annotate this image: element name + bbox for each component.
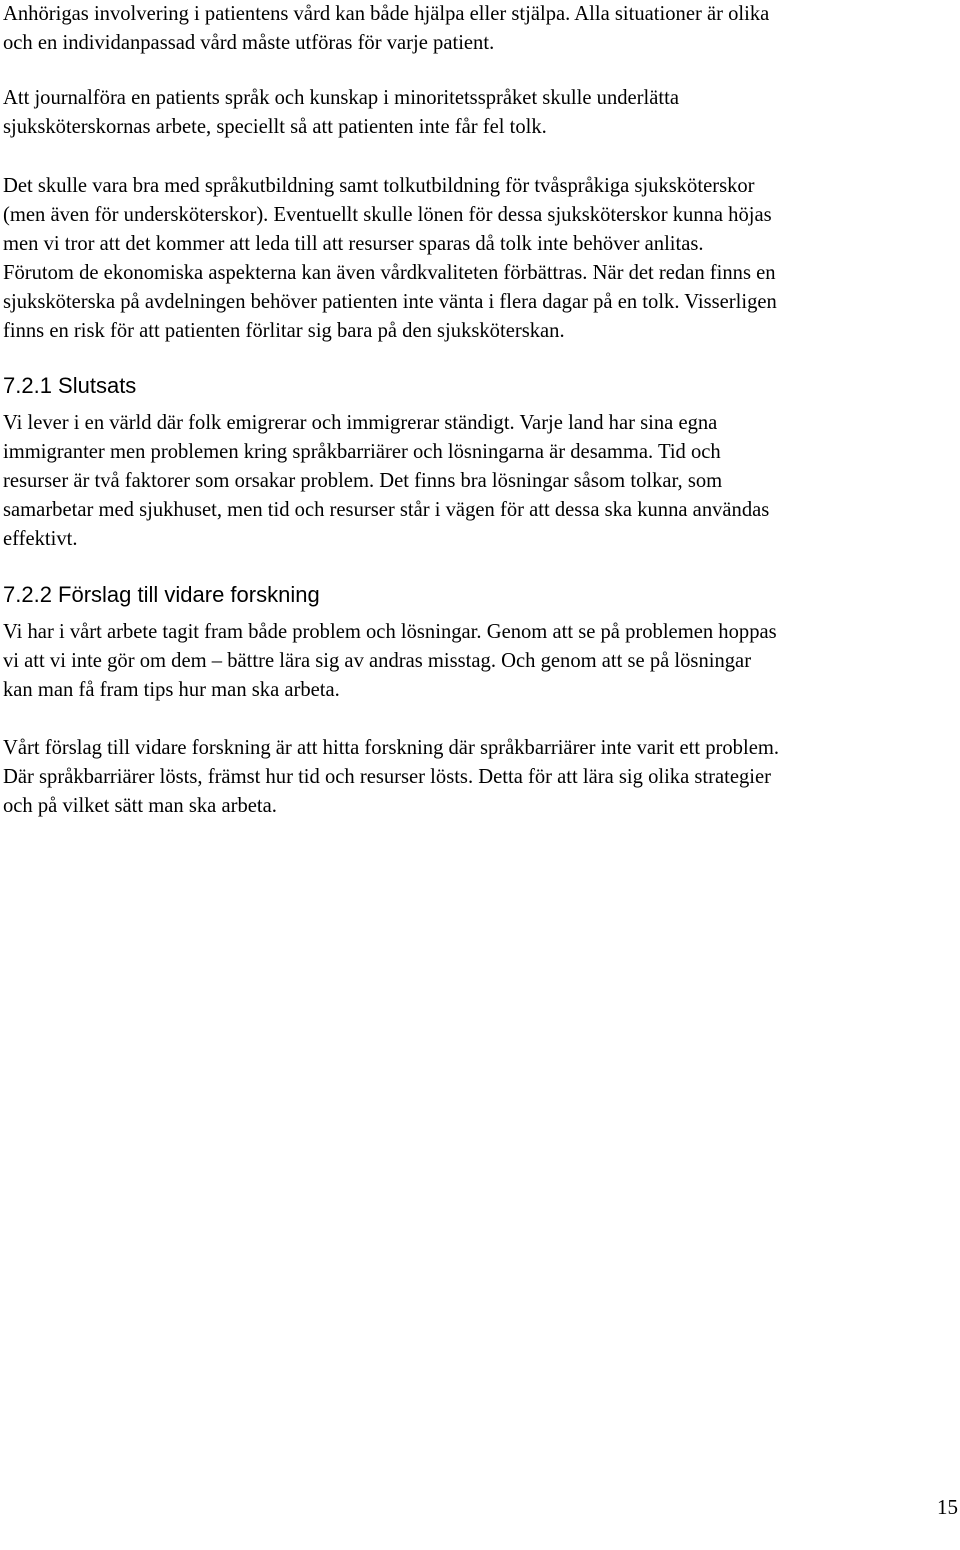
text-line: Förutom de ekonomiska aspekterna kan även vårdkvaliteten förbättras. När det redan finns en [3, 262, 776, 284]
text-line: Vi har i vårt arbete tagit fram både problem och lösningar. Genom att se på problemen hoppas [3, 621, 777, 643]
text-line: immigranter men problemen kring språkbarriärer och lösningarna är desamma. Tid och [3, 441, 721, 463]
text-line: Vi lever i en värld där folk emigrerar och immigrerar ständigt. Varje land har sina egna [3, 412, 718, 434]
text-line: samarbetar med sjukhuset, men tid och resurser står i vägen för att dessa ska kunna användas [3, 499, 770, 521]
text-line: Det skulle vara bra med språkutbildning samt tolkutbildning för tvåspråkiga sjuksköterskor [3, 175, 755, 197]
paragraph-conclusion [3, 409, 960, 554]
text-line: Vårt förslag till vidare forskning är att hitta forskning där språkbarriärer inte varit ett problem. [3, 737, 780, 759]
text-line: vi att vi inte gör om dem – bättre lära sig av andras misstag. Och genom att se på lösningar [3, 650, 752, 672]
paragraph-language-training [3, 172, 960, 346]
text-line: Anhörigas involvering i patientens vård kan både hjälpa eller stjälpa. Alla situationer är olika [3, 3, 770, 25]
text-line: sjuksköterska på avdelningen behöver patienten inte vänta i flera dagar på en tolk. Visserligen [3, 291, 777, 313]
page-number: 15 [937, 1495, 958, 1519]
text-line: (men även för undersköterskor). Eventuellt skulle lönen för dessa sjuksköterskor kunna höjas [3, 204, 772, 226]
text-line: kan man få fram tips hur man ska arbeta. [3, 679, 340, 701]
paragraph-problems-solutions [3, 618, 960, 705]
paragraph-journal-language [3, 84, 960, 142]
text-line: och en individanpassad vård måste utföras för varje patient. [3, 32, 495, 54]
text-line: finns en risk för att patienten förlitar sig bara på den sjuksköterskan. [3, 320, 565, 342]
paragraph-research-proposal [3, 734, 960, 821]
text-line: och på vilket sätt man ska arbeta. [3, 795, 277, 817]
text-line: Att journalföra en patients språk och kunskap i minoritetsspråket skulle underlätta [3, 87, 679, 109]
section-heading-further-research: 7.2.2 Förslag till vidare forskning [3, 582, 320, 607]
text-line: resurser är två faktorer som orsakar problem. Det finns bra lösningar såsom tolkar, som [3, 470, 723, 492]
text-line: effektivt. [3, 528, 78, 550]
paragraph-family-involvement [3, 0, 960, 58]
text-line: Där språkbarriärer lösts, främst hur tid och resurser lösts. Detta för att lära sig olika strategier [3, 766, 772, 788]
text-line: men vi tror att det kommer att leda till att resurser sparas då tolk inte behöver anlitas. [3, 233, 704, 255]
section-heading-slutsats: 7.2.1 Slutsats [3, 373, 137, 398]
text-line: sjuksköterskornas arbete, speciellt så att patienten inte får fel tolk. [3, 116, 547, 138]
